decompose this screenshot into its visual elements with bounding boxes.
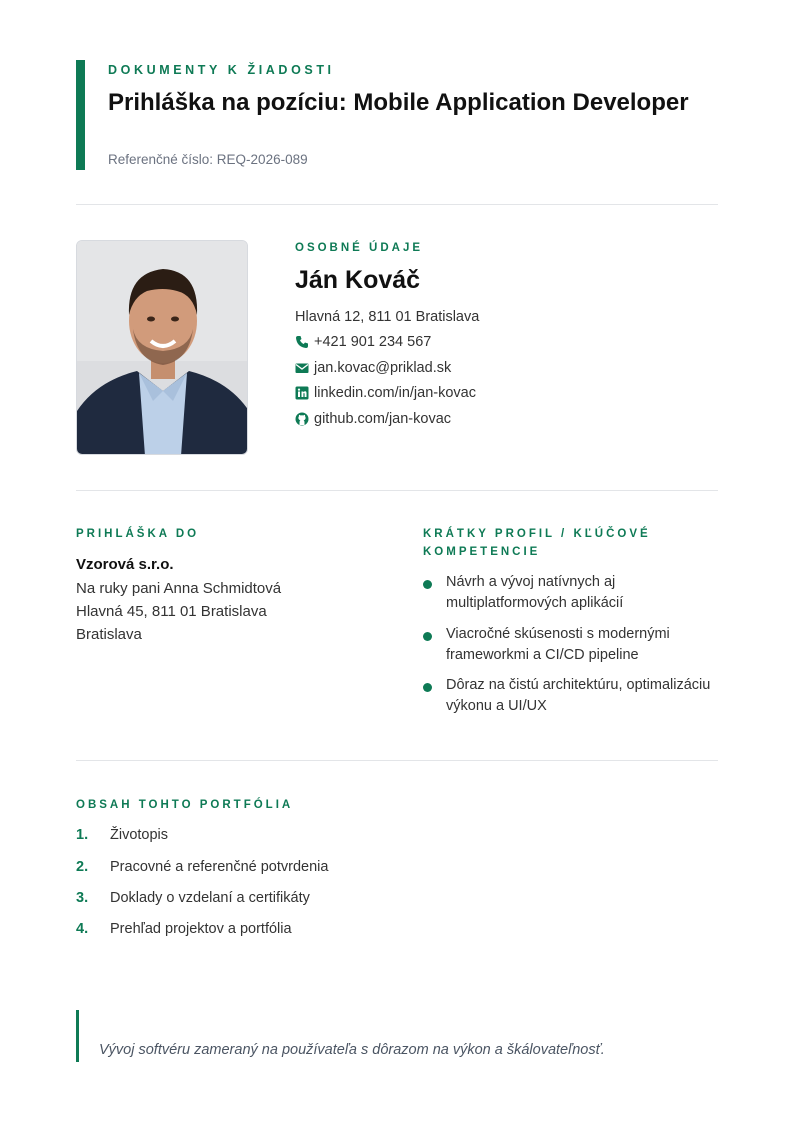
contact-phone[interactable] [295,332,431,352]
bullet-dot [423,683,432,692]
contact-github[interactable] [295,409,451,429]
toc-number: 2. [76,859,89,875]
personal-section-label: OSOBNÉ ÚDAJE [295,242,424,254]
document-header [76,60,718,170]
linkedin-text: linkedin.com/in/jan-kovac [314,385,476,401]
divider [76,490,718,491]
recipient-line: Bratislava [76,626,142,643]
profile-label-line: KOMPETENCIE [423,546,541,558]
address-text: Hlavná 12, 811 01 Bratislava [295,309,480,325]
email-icon [295,361,309,375]
competency-text: Návrh a vývoj natívnych aj multiplatformových aplikácií [446,574,624,611]
recipient-section-label: PRIHLÁŠKA DO [76,528,200,540]
contact-linkedin[interactable] [295,383,476,403]
github-icon [295,412,309,426]
toc-text: Doklady o vzdelaní a certifikáty [110,890,310,906]
profile-label-line: KRÁTKY PROFIL / KĽÚČOVÉ [423,528,651,540]
toc-number: 4. [76,921,89,937]
recipient-line: Na ruky pani Anna Schmidtová [76,580,282,597]
toc-text: Pracovné a referenčné potvrdenia [110,859,329,875]
accent-bar [76,60,85,170]
header-kicker: DOKUMENTY K ŽIADOSTI [108,63,335,77]
phone-icon [295,335,309,349]
github-text: github.com/jan-kovac [314,411,452,427]
bullet-dot [423,632,432,641]
competency-text: Dôraz na čistú architektúru, optimalizáciu výkonu a UI/UX [446,677,711,714]
contact-email[interactable] [295,358,451,378]
toc-text: Životopis [110,827,169,843]
phone-text: +421 901 234 567 [314,334,432,350]
profile-section-label [423,525,651,561]
contact-address [295,307,479,327]
toc-text: Prehľad projektov a portfólia [110,921,292,937]
divider [76,204,718,205]
reference-number: Referenčné číslo: REQ-2026-089 [108,152,308,167]
contents-section-label: OBSAH TOHTO PORTFÓLIA [76,799,294,811]
bullet-dot [423,580,432,589]
page-title: Prihláška na pozíciu: Mobile Application Developer [108,89,689,116]
footer-quote: Vývoj softvéru zameraný na používateľa s dôrazom na výkon a škálovateľnosť. [99,1042,605,1058]
toc-number: 3. [76,890,89,906]
linkedin-icon [295,386,309,400]
quote-accent-bar [76,1010,79,1062]
profile-photo [76,240,248,455]
divider [76,760,718,761]
toc-number: 1. [76,827,89,843]
recipient-company: Vzorová s.r.o. [76,556,174,573]
email-text: jan.kovac@priklad.sk [314,360,452,376]
recipient-line: Hlavná 45, 811 01 Bratislava [76,603,267,620]
applicant-name: Ján Kováč [295,266,421,294]
competency-text: Viacročné skúsenosti s modernými frameworkmi a CI/CD pipeline [446,626,670,663]
